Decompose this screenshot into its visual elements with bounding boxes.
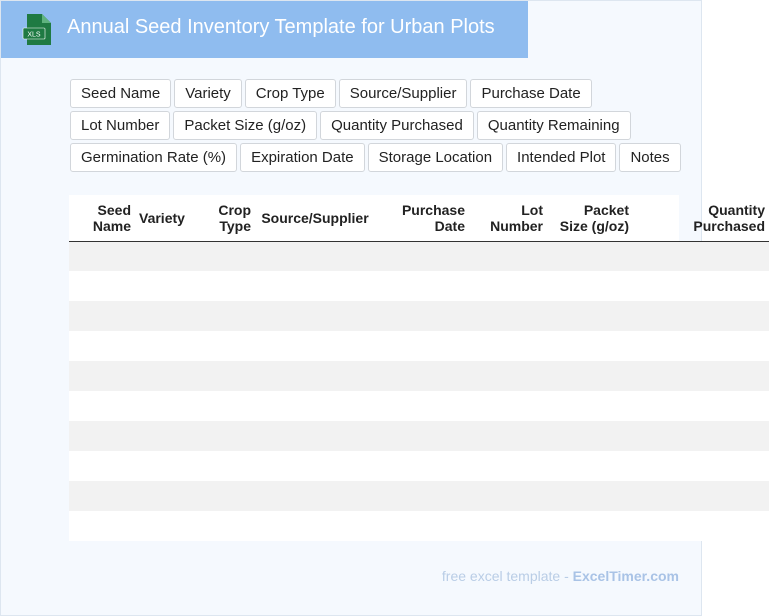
field-chip[interactable]: Source/Supplier: [339, 79, 468, 108]
table-cell[interactable]: [375, 271, 469, 301]
field-chip[interactable]: Quantity Purchased: [320, 111, 474, 140]
column-header: [469, 195, 547, 241]
table-cell[interactable]: [255, 481, 375, 511]
field-chip[interactable]: Storage Location: [368, 143, 503, 172]
table-cell[interactable]: [255, 421, 375, 451]
table-cell[interactable]: [547, 391, 633, 421]
column-header: [69, 195, 135, 241]
table-cell[interactable]: [255, 331, 375, 361]
field-chip[interactable]: Intended Plot: [506, 143, 616, 172]
table-cell[interactable]: [633, 301, 769, 331]
table-cell[interactable]: [135, 391, 197, 421]
table-cell[interactable]: [547, 481, 633, 511]
column-header-line: Purchase: [401, 201, 465, 218]
column-header: [135, 195, 197, 241]
column-header-line: Type: [219, 217, 251, 234]
table-cell[interactable]: [197, 301, 255, 331]
table-cell[interactable]: [197, 511, 255, 541]
field-chip[interactable]: Expiration Date: [240, 143, 365, 172]
table-cell[interactable]: [197, 331, 255, 361]
table-row: [69, 421, 769, 451]
table-cell[interactable]: [69, 481, 135, 511]
table-cell[interactable]: [469, 451, 547, 481]
field-chip[interactable]: Variety: [174, 79, 242, 108]
table-cell[interactable]: [69, 361, 135, 391]
table-cell[interactable]: [375, 391, 469, 421]
table-cell[interactable]: [633, 361, 769, 391]
column-header-line: Seed: [97, 201, 131, 218]
page-title: Annual Seed Inventory Template for Urban Plots: [67, 16, 495, 38]
table-cell[interactable]: [469, 511, 547, 541]
table-cell[interactable]: [255, 391, 375, 421]
table-cell[interactable]: [197, 361, 255, 391]
table-cell[interactable]: [469, 241, 547, 271]
column-header: [197, 195, 255, 241]
table-cell[interactable]: [547, 301, 633, 331]
field-chip[interactable]: Seed Name: [70, 79, 171, 108]
table-cell[interactable]: [633, 451, 769, 481]
column-header-line: Source/Supplier: [261, 209, 369, 226]
field-chip[interactable]: Notes: [619, 143, 680, 172]
table-cell[interactable]: [197, 481, 255, 511]
table-cell[interactable]: [255, 271, 375, 301]
table-cell[interactable]: [69, 451, 135, 481]
table-row: [69, 331, 769, 361]
table-cell[interactable]: [255, 301, 375, 331]
column-header-line: Crop: [218, 201, 251, 218]
table-cell[interactable]: [547, 361, 633, 391]
table-header-row: [69, 195, 769, 241]
table-cell[interactable]: [69, 331, 135, 361]
table-cell[interactable]: [197, 391, 255, 421]
table-cell[interactable]: [633, 391, 769, 421]
column-header: [633, 195, 769, 241]
column-header: [375, 195, 469, 241]
table-cell[interactable]: [633, 271, 769, 301]
table-cell[interactable]: [547, 331, 633, 361]
column-header-line: Size (g/oz): [559, 217, 629, 234]
table-cell[interactable]: [135, 331, 197, 361]
table-cell[interactable]: [469, 271, 547, 301]
table-cell[interactable]: [375, 451, 469, 481]
title-banner: [1, 1, 528, 58]
table-cell[interactable]: [135, 241, 197, 271]
table-cell[interactable]: [197, 271, 255, 301]
table-cell[interactable]: [469, 331, 547, 361]
table-cell[interactable]: [633, 421, 769, 451]
table-cell[interactable]: [255, 511, 375, 541]
table-cell[interactable]: [255, 361, 375, 391]
column-header-line: Quantity: [708, 201, 765, 218]
table-cell[interactable]: [547, 421, 633, 451]
table-cell[interactable]: [255, 451, 375, 481]
table-cell[interactable]: [197, 451, 255, 481]
table-cell[interactable]: [69, 301, 135, 331]
column-header-line: Name: [92, 217, 131, 234]
field-chip[interactable]: Lot Number: [70, 111, 170, 140]
table-cell[interactable]: [69, 271, 135, 301]
column-header-line: Variety: [139, 209, 185, 226]
table-cell[interactable]: [375, 241, 469, 271]
table-cell[interactable]: [197, 241, 255, 271]
table-cell[interactable]: [69, 241, 135, 271]
table-cell[interactable]: [633, 331, 769, 361]
field-chip[interactable]: Quantity Remaining: [477, 111, 631, 140]
table-cell[interactable]: [375, 511, 469, 541]
table-row: [69, 511, 769, 541]
column-header-line: Number: [490, 217, 543, 234]
table-row: [69, 271, 769, 301]
table-cell[interactable]: [469, 421, 547, 451]
table-cell[interactable]: [255, 241, 375, 271]
column-header: [255, 195, 375, 241]
field-chip[interactable]: Packet Size (g/oz): [173, 111, 317, 140]
table-cell[interactable]: [135, 511, 197, 541]
table-cell[interactable]: [469, 361, 547, 391]
table-cell[interactable]: [469, 391, 547, 421]
footer-free-text: free excel template -: [441, 568, 569, 584]
table-cell[interactable]: [135, 421, 197, 451]
table-cell[interactable]: [375, 481, 469, 511]
table-row: [69, 361, 769, 391]
table-cell[interactable]: [197, 421, 255, 451]
table-cell[interactable]: [547, 271, 633, 301]
table-cell[interactable]: [633, 511, 769, 541]
column-header-line: Purchased: [693, 217, 765, 234]
table-cell[interactable]: [69, 511, 135, 541]
column-header: [547, 195, 633, 241]
field-chip[interactable]: Germination Rate (%): [70, 143, 237, 172]
table-cell[interactable]: [135, 451, 197, 481]
column-header-line: Date: [434, 217, 465, 234]
table-cell[interactable]: [547, 241, 633, 271]
xls-icon-label: XLS: [27, 31, 41, 39]
table-row: [69, 451, 769, 481]
table-cell[interactable]: [633, 481, 769, 511]
table-cell[interactable]: [469, 301, 547, 331]
table-cell[interactable]: [633, 241, 769, 271]
table-cell[interactable]: [375, 331, 469, 361]
table-cell[interactable]: [135, 271, 197, 301]
table-cell[interactable]: [469, 481, 547, 511]
table-row: [69, 481, 769, 511]
table-cell[interactable]: [69, 391, 135, 421]
table-cell[interactable]: [135, 481, 197, 511]
table-cell[interactable]: [547, 511, 633, 541]
table-cell[interactable]: [135, 301, 197, 331]
table-cell[interactable]: [375, 301, 469, 331]
column-header-line: Packet: [583, 201, 629, 218]
xls-file-icon: [23, 14, 51, 45]
footer-credit: [442, 568, 679, 584]
inventory-table: [69, 195, 765, 541]
table-cell[interactable]: [375, 361, 469, 391]
column-header-line: Lot: [521, 201, 543, 218]
table-cell[interactable]: [547, 451, 633, 481]
field-chip[interactable]: Purchase Date: [470, 79, 591, 108]
table-cell[interactable]: [135, 361, 197, 391]
table-cell[interactable]: [69, 421, 135, 451]
field-chip[interactable]: Crop Type: [245, 79, 336, 108]
field-chip-list: [70, 79, 690, 172]
table-row: [69, 301, 769, 331]
table-row: [69, 241, 769, 271]
table-cell[interactable]: [375, 421, 469, 451]
table-row: [69, 391, 769, 421]
footer-brand-link[interactable]: ExcelTimer.com: [572, 568, 679, 584]
